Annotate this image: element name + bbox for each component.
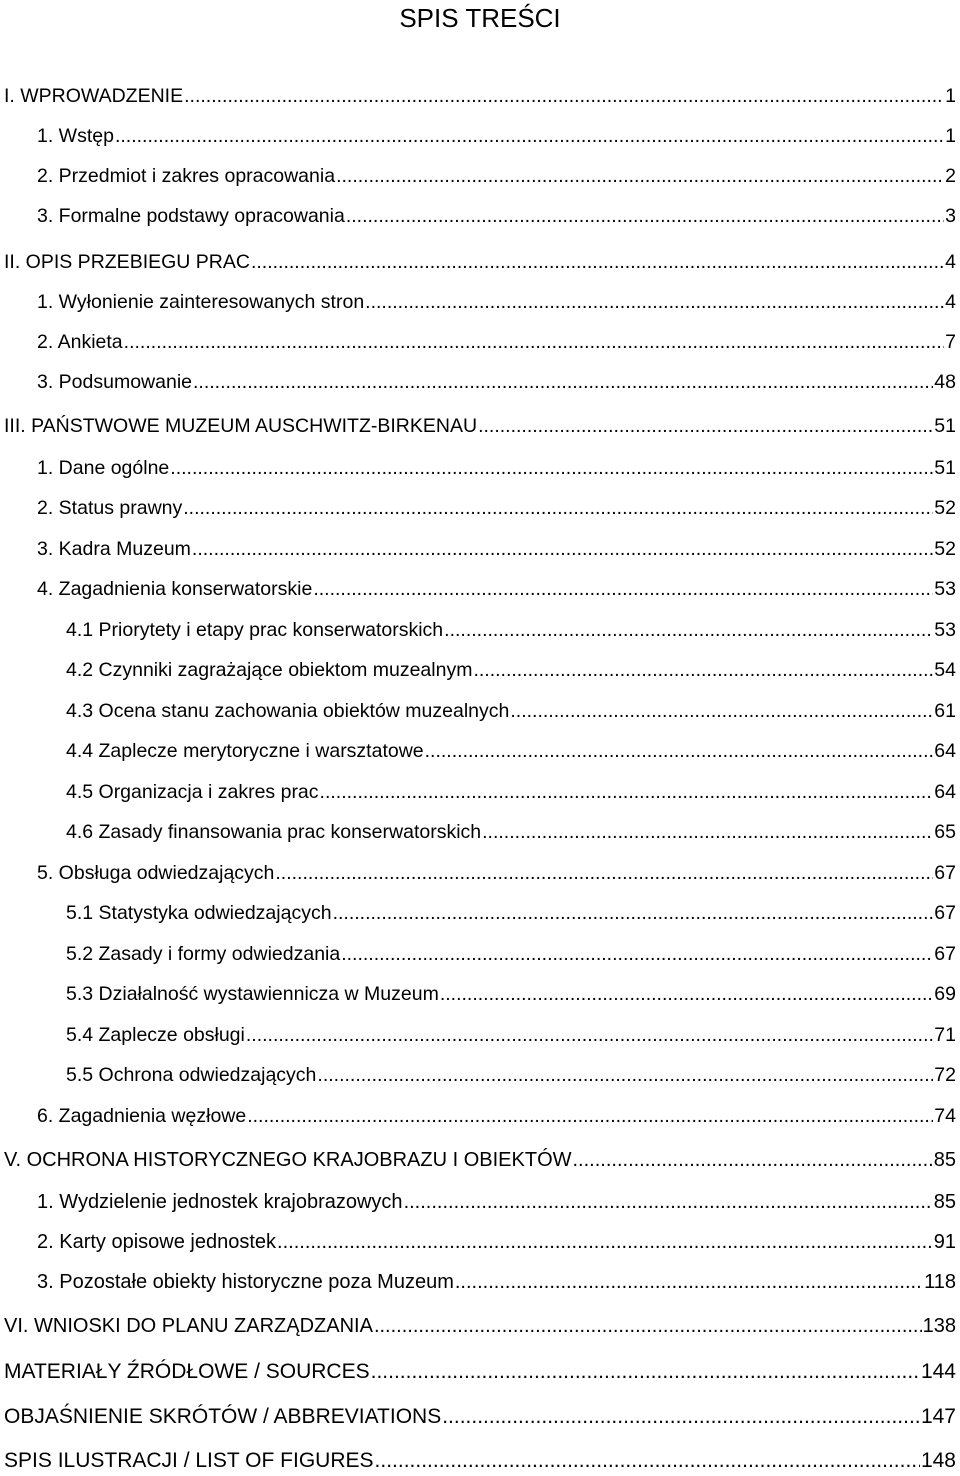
toc-entry-page-number: 65 xyxy=(934,821,956,843)
toc-entry-page-number: 51 xyxy=(934,457,956,479)
toc-entry[interactable] xyxy=(37,575,956,603)
toc-entry[interactable] xyxy=(66,1061,956,1089)
toc-entry-page-number: 147 xyxy=(920,1405,956,1428)
toc-entry-label: 2. Status prawny xyxy=(37,497,183,519)
toc-entry-page-number: 144 xyxy=(920,1360,956,1383)
toc-entry-label: 4.3 Ocena stanu zachowania obiektów muzealnych xyxy=(66,700,510,722)
toc-entry-label: 6. Zagadnienia węzłowe xyxy=(37,1105,247,1127)
toc-entry[interactable] xyxy=(66,818,956,846)
toc-entry-label: OBJAŚNIENIE SKRÓTÓW / ABBREVIATIONS xyxy=(4,1405,442,1428)
toc-dot-leader xyxy=(442,1402,920,1432)
toc-entry-label: 3. Podsumowanie xyxy=(37,371,193,393)
toc-dot-leader xyxy=(183,494,933,522)
toc-entry-label: 5.4 Zaplecze obsługi xyxy=(66,1024,245,1046)
toc-entry[interactable] xyxy=(4,82,956,110)
toc-entry[interactable] xyxy=(37,859,956,887)
toc-entry-page-number: 1 xyxy=(945,125,956,147)
toc-entry[interactable] xyxy=(37,454,956,482)
toc-entry-page-number: 148 xyxy=(920,1449,956,1472)
page-title: SPIS TREŚCI xyxy=(399,3,561,33)
toc-entry[interactable] xyxy=(37,1102,956,1130)
toc-dot-leader xyxy=(184,82,944,110)
toc-entry-label: II. OPIS PRZEBIEGU PRAC xyxy=(4,251,250,273)
toc-dot-leader xyxy=(320,778,934,806)
toc-entry-page-number: 4 xyxy=(945,291,956,313)
toc-dot-leader xyxy=(365,288,944,316)
toc-entry-page-number: 67 xyxy=(934,943,956,965)
toc-entry[interactable] xyxy=(66,1021,956,1049)
toc-entry[interactable] xyxy=(4,1402,956,1432)
toc-entry-page-number: 48 xyxy=(934,371,956,393)
toc-entry-label: 4.1 Priorytety i etapy prac konserwatorskich xyxy=(66,619,444,641)
toc-entry-label: 4.4 Zaplecze merytoryczne i warsztatowe xyxy=(66,740,424,762)
toc-entry-page-number: 51 xyxy=(934,415,956,437)
toc-entry-label: 2. Ankieta xyxy=(37,331,123,353)
toc-entry-page-number: 52 xyxy=(934,538,956,560)
toc-entry[interactable] xyxy=(66,616,956,644)
toc-entry-label: 3. Kadra Muzeum xyxy=(37,538,191,560)
toc-dot-leader xyxy=(247,1102,933,1130)
toc-entry-page-number: 72 xyxy=(934,1064,956,1086)
toc-entry-label: 3. Formalne podstawy opracowania xyxy=(37,205,345,227)
toc-entry-page-number: 67 xyxy=(934,902,956,924)
toc-dot-leader xyxy=(444,616,933,644)
toc-dot-leader xyxy=(246,1021,933,1049)
toc-entry-label: I. WPROWADZENIE xyxy=(4,85,184,107)
toc-entry[interactable] xyxy=(37,1188,956,1216)
toc-dot-leader xyxy=(115,122,944,150)
toc-dot-leader xyxy=(573,1146,933,1174)
toc-entry[interactable] xyxy=(37,202,956,230)
toc-entry-label: 1. Wydzielenie jednostek krajobrazowych xyxy=(37,1191,403,1213)
toc-entry-label: V. OCHRONA HISTORYCZNEGO KRAJOBRAZU I OBIEKTÓW xyxy=(4,1149,572,1171)
toc-entry[interactable] xyxy=(4,1357,956,1387)
toc-entry[interactable] xyxy=(37,162,956,190)
toc-entry-page-number: 64 xyxy=(934,781,956,803)
toc-entry-label: 5. Obsługa odwiedzających xyxy=(37,862,275,884)
toc-entry[interactable] xyxy=(37,494,956,522)
toc-entry-page-number: 118 xyxy=(924,1271,956,1293)
toc-entry-label: 5.2 Zasady i formy odwiedzania xyxy=(66,943,341,965)
toc-entry[interactable] xyxy=(4,1146,956,1174)
toc-entry[interactable] xyxy=(66,940,956,968)
toc-entry-page-number: 91 xyxy=(933,1231,956,1253)
toc-dot-leader xyxy=(251,248,944,276)
toc-dot-leader xyxy=(124,328,944,356)
toc-entry-label: 4. Zagadnienia konserwatorskie xyxy=(37,578,313,600)
toc-entry[interactable] xyxy=(37,288,956,316)
toc-dot-leader xyxy=(440,980,933,1008)
toc-entry-page-number: 52 xyxy=(934,497,956,519)
toc-entry-label: 1. Dane ogólne xyxy=(37,457,170,479)
toc-dot-leader xyxy=(336,162,944,190)
toc-entry[interactable] xyxy=(37,122,956,150)
toc-entry-label: MATERIAŁY ŹRÓDŁOWE / SOURCES xyxy=(4,1360,370,1383)
toc-entry-label: 2. Karty opisowe jednostek xyxy=(37,1231,277,1253)
toc-dot-leader xyxy=(341,940,933,968)
toc-dot-leader xyxy=(277,1228,933,1256)
toc-entry[interactable] xyxy=(66,899,956,927)
toc-entry[interactable] xyxy=(4,1312,956,1340)
toc-entry-page-number: 85 xyxy=(933,1149,956,1171)
toc-dot-leader xyxy=(317,1061,933,1089)
toc-entry-page-number: 138 xyxy=(922,1315,956,1337)
toc-entry[interactable] xyxy=(66,980,956,1008)
toc-dot-leader xyxy=(404,1188,933,1216)
toc-entry-label: SPIS ILUSTRACJI / LIST OF FIGURES xyxy=(4,1449,374,1472)
toc-entry[interactable] xyxy=(66,778,956,806)
toc-entry-label: 5.3 Działalność wystawiennicza w Muzeum xyxy=(66,983,439,1005)
toc-entry-label: III. PAŃSTWOWE MUZEUM AUSCHWITZ-BIRKENAU xyxy=(4,415,478,437)
toc-dot-leader xyxy=(478,412,933,440)
toc-dot-leader xyxy=(482,818,933,846)
toc-entry-page-number: 7 xyxy=(945,331,956,353)
toc-entry-label: 1. Wyłonienie zainteresowanych stron xyxy=(37,291,365,313)
toc-entry[interactable] xyxy=(66,656,956,684)
toc-dot-leader xyxy=(333,899,934,927)
toc-entry[interactable] xyxy=(37,328,956,356)
toc-entry-label: VI. WNIOSKI DO PLANU ZARZĄDZANIA xyxy=(4,1315,373,1337)
toc-dot-leader xyxy=(170,454,933,482)
toc-dot-leader xyxy=(346,202,944,230)
toc-dot-leader xyxy=(192,535,933,563)
toc-dot-leader xyxy=(473,656,933,684)
toc-entry-page-number: 2 xyxy=(945,165,956,187)
toc-entry[interactable] xyxy=(37,1268,956,1296)
toc-entry[interactable] xyxy=(37,535,956,563)
toc-entry-page-number: 54 xyxy=(934,659,956,681)
toc-entry-label: 5.1 Statystyka odwiedzających xyxy=(66,902,332,924)
toc-dot-leader xyxy=(275,859,933,887)
toc-entry-page-number: 74 xyxy=(934,1105,956,1127)
toc-entry-page-number: 71 xyxy=(934,1024,956,1046)
toc-entry-page-number: 53 xyxy=(934,619,956,641)
toc-entry-page-number: 3 xyxy=(945,205,956,227)
toc-entry[interactable] xyxy=(4,1446,956,1476)
toc-entry-label: 2. Przedmiot i zakres opracowania xyxy=(37,165,336,187)
toc-entry[interactable] xyxy=(4,412,956,440)
toc-entry-label: 4.6 Zasady finansowania prac konserwatorskich xyxy=(66,821,482,843)
toc-dot-leader xyxy=(510,697,933,725)
toc-entry[interactable] xyxy=(66,737,956,765)
toc-dot-leader xyxy=(425,737,934,765)
toc-entry-page-number: 64 xyxy=(934,740,956,762)
toc-entry-label: 4.5 Organizacja i zakres prac xyxy=(66,781,319,803)
toc-entry-page-number: 53 xyxy=(934,578,956,600)
toc-entry-page-number: 4 xyxy=(945,251,956,273)
toc-dot-leader xyxy=(375,1446,920,1476)
toc-dot-leader xyxy=(371,1357,920,1387)
toc-entry-label: 4.2 Czynniki zagrażające obiektom muzealnym xyxy=(66,659,473,681)
toc-entry-page-number: 61 xyxy=(934,700,956,722)
toc-entry[interactable] xyxy=(4,248,956,276)
toc-entry-label: 1. Wstęp xyxy=(37,125,114,147)
toc-entry[interactable] xyxy=(66,697,956,725)
toc-dot-leader xyxy=(455,1268,923,1296)
toc-entry-label: 5.5 Ochrona odwiedzających xyxy=(66,1064,317,1086)
toc-dot-leader xyxy=(193,368,933,396)
toc-entry-page-number: 1 xyxy=(945,85,956,107)
toc-dot-leader xyxy=(374,1312,922,1340)
toc-entry[interactable] xyxy=(37,1228,956,1256)
toc-entry-page-number: 85 xyxy=(933,1191,956,1213)
toc-entry[interactable] xyxy=(37,368,956,396)
toc-dot-leader xyxy=(313,575,933,603)
toc-entry-label: 3. Pozostałe obiekty historyczne poza Muzeum xyxy=(37,1271,454,1293)
toc-entry-page-number: 69 xyxy=(934,983,956,1005)
toc-entry-page-number: 67 xyxy=(934,862,956,884)
